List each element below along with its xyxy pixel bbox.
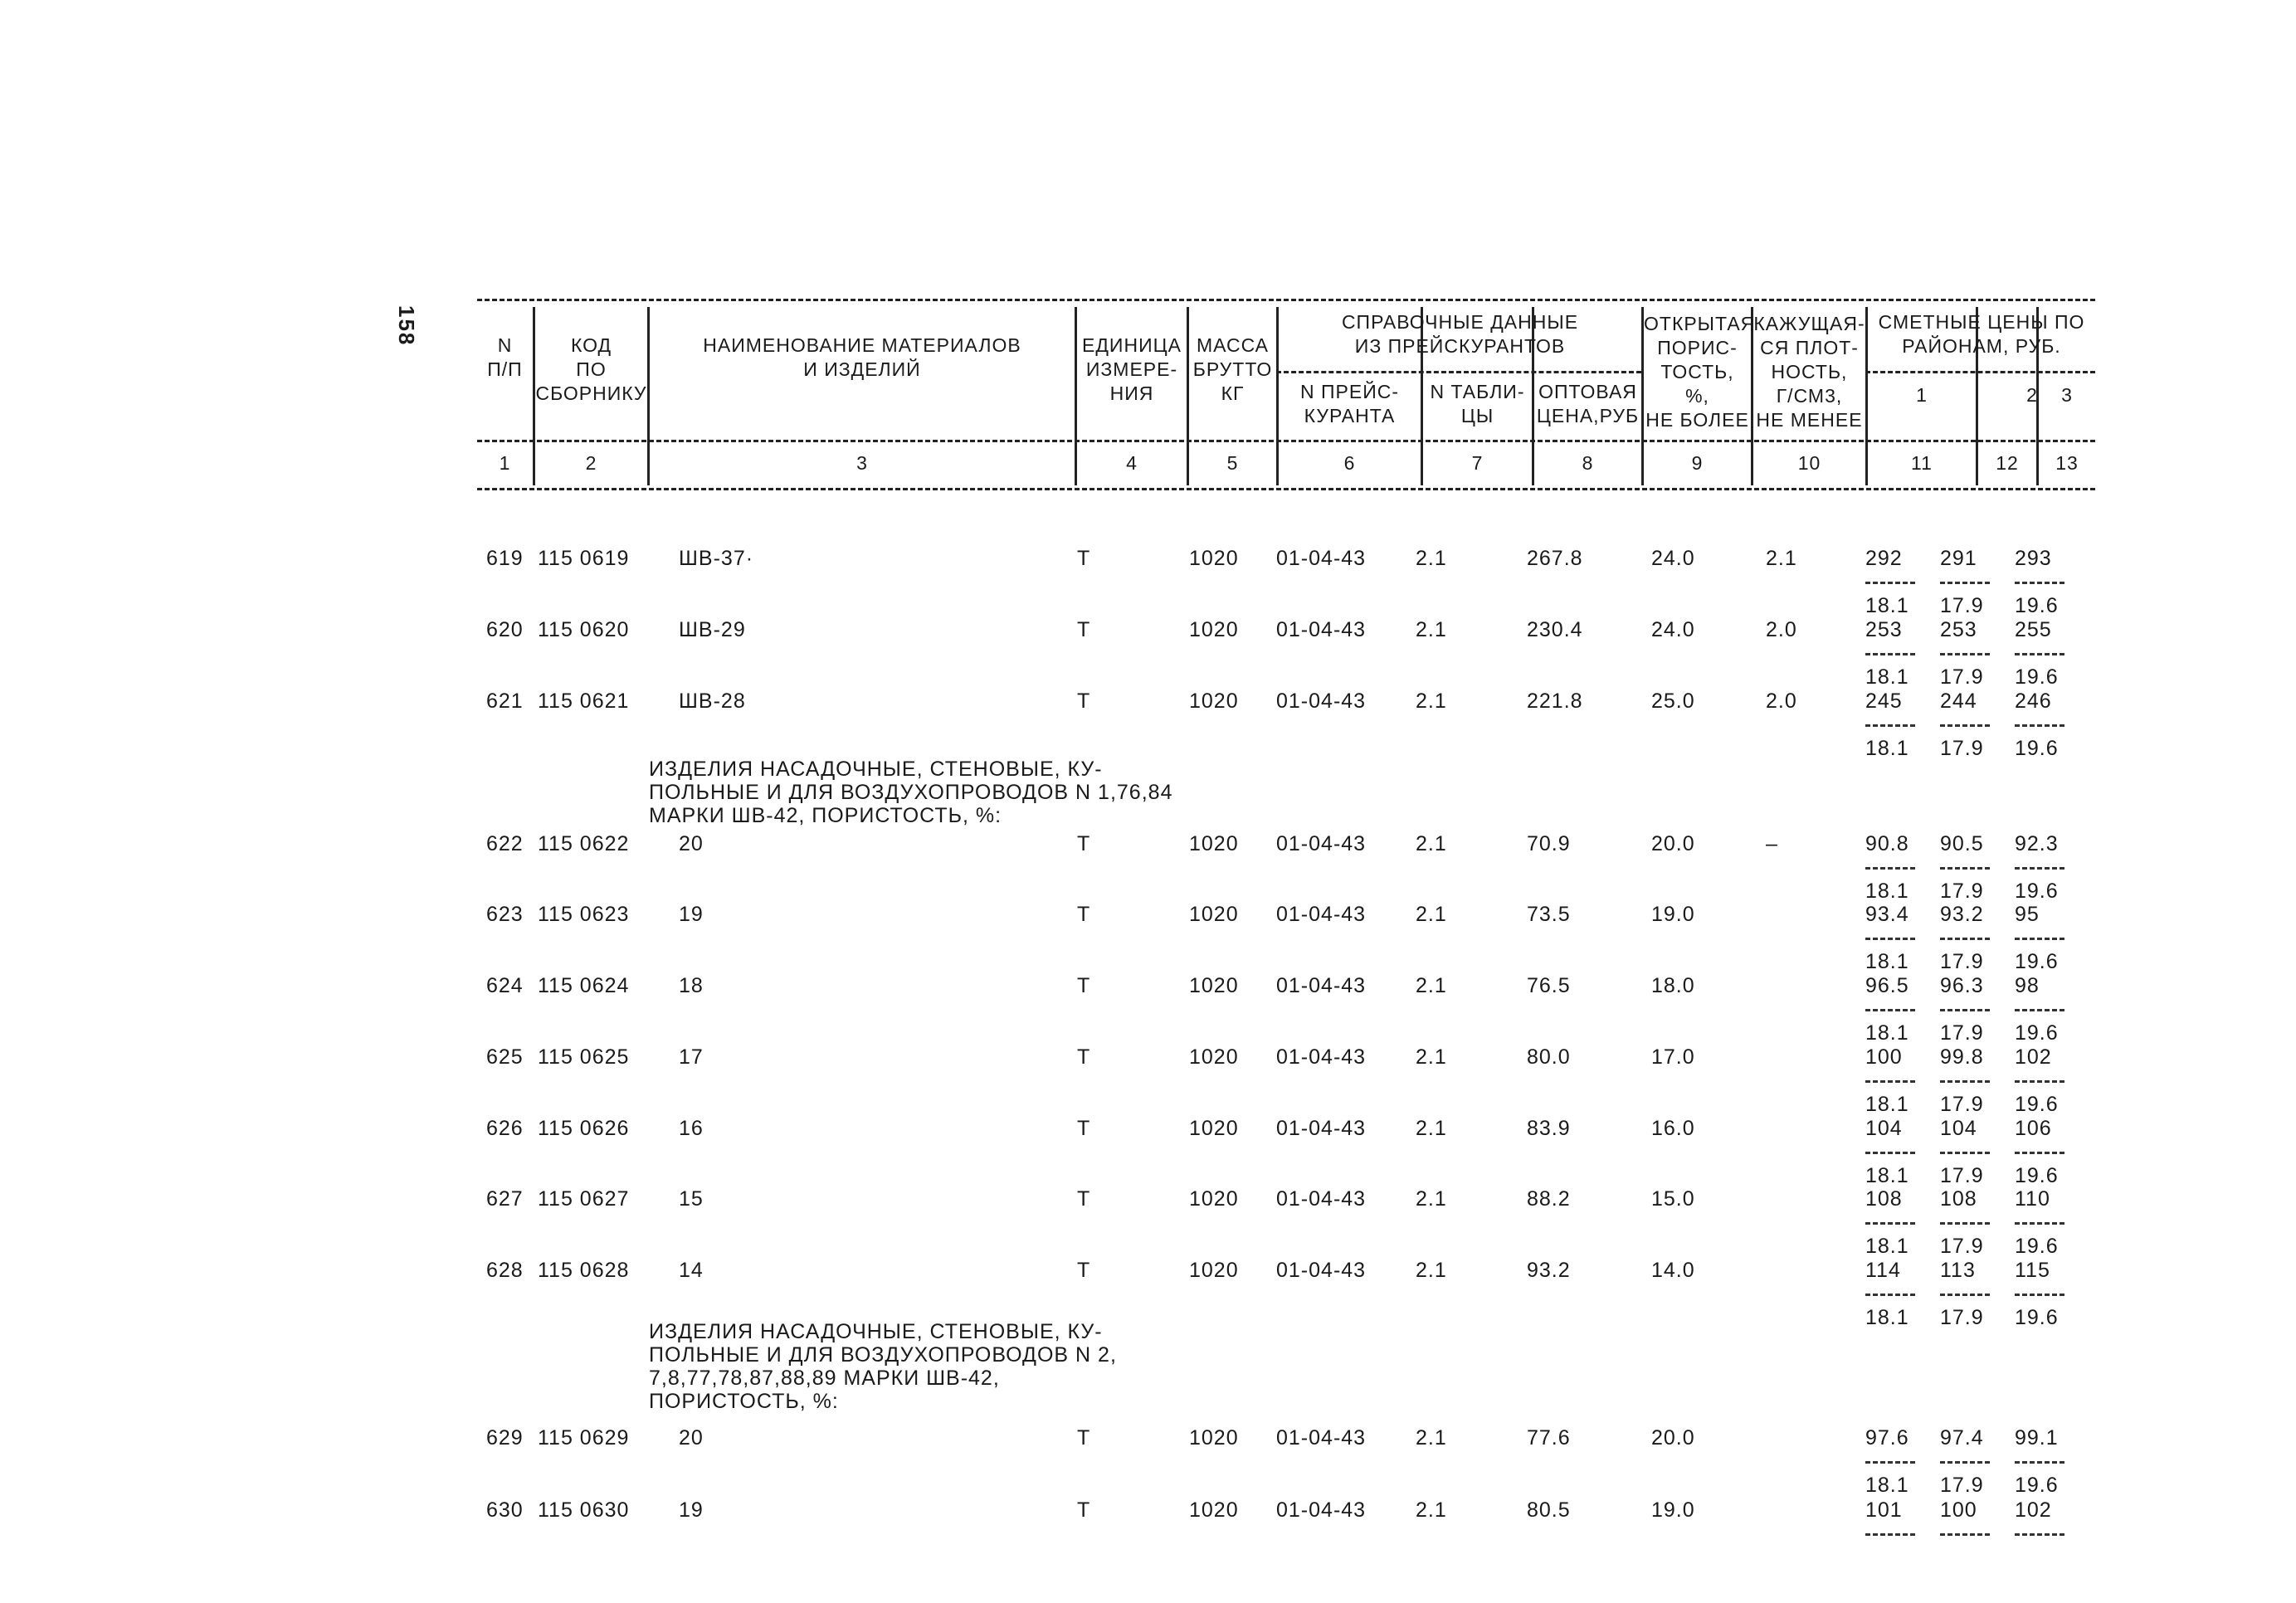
column-heading-c4: ЕДИНИЦА (1082, 334, 1182, 356)
cell-name: ШВ-29 (679, 618, 746, 641)
district-heading: 2 (2026, 384, 2038, 406)
column-number: 9 (1691, 452, 1704, 474)
ref-group-heading: ИЗ ПРЕЙСКУРАНТОВ (1354, 335, 1566, 357)
cell-pricelist: 01-04-43 (1276, 974, 1367, 997)
cell-unit: Т (1077, 1187, 1091, 1211)
fraction-line (1865, 1461, 1915, 1464)
price-district-2: 253 (1940, 618, 1977, 641)
cell-pricelist: 01-04-43 (1276, 1426, 1367, 1450)
cell-wholesale: 77.6 (1527, 1426, 1571, 1450)
cell-code: 115 0626 (538, 1117, 630, 1140)
price-district-1: 101 (1865, 1498, 1903, 1522)
cell-wholesale: 93.2 (1527, 1259, 1571, 1282)
fraction-line (2015, 867, 2064, 870)
cell-porosity: 17.0 (1651, 1045, 1695, 1069)
cell-pricelist: 01-04-43 (1276, 1498, 1367, 1522)
cell-table: 2.1 (1416, 903, 1447, 926)
price-coefficient-2: 17.9 (1940, 950, 1984, 973)
cell-pricelist: 01-04-43 (1276, 1045, 1367, 1069)
cell-code: 115 0628 (538, 1259, 630, 1282)
price-group-heading: РАЙОНАМ, РУБ. (1902, 335, 2061, 357)
fraction-line (2015, 653, 2064, 655)
cell-wholesale: 267.8 (1527, 547, 1583, 570)
column-heading-c9: %, (1685, 385, 1709, 407)
ref-group-rule (1276, 371, 1641, 373)
cell-wholesale: 80.0 (1527, 1045, 1571, 1069)
column-heading-c1: N (497, 334, 513, 356)
price-district-3: 106 (2015, 1117, 2052, 1140)
fraction-line (1940, 1533, 1990, 1536)
price-coefficient-2: 17.9 (1940, 1164, 1984, 1187)
cell-wholesale: 83.9 (1527, 1117, 1571, 1140)
price-coefficient-2: 17.9 (1940, 665, 1984, 689)
column-heading-c9: ОТКРЫТАЯ (1644, 313, 1756, 334)
fraction-line (1940, 653, 1990, 655)
cell-name: 17 (679, 1045, 704, 1069)
cell-porosity: 20.0 (1651, 832, 1695, 855)
price-coefficient-3: 19.6 (2015, 665, 2059, 689)
cell-table: 2.1 (1416, 1426, 1447, 1450)
section-heading-line: ПОРИСТОСТЬ, %: (649, 1390, 839, 1413)
price-coefficient-3: 19.6 (2015, 950, 2059, 973)
price-coefficient-1: 18.1 (1865, 1093, 1909, 1116)
cell-code: 115 0627 (538, 1187, 630, 1211)
cell-wholesale: 221.8 (1527, 689, 1583, 713)
cell-pricelist: 01-04-43 (1276, 618, 1367, 641)
fraction-line (1865, 938, 1915, 940)
cell-table: 2.1 (1416, 618, 1447, 641)
fraction-line (1940, 1080, 1990, 1083)
column-heading-c2: СБОРНИКУ (535, 382, 647, 404)
price-district-1: 96.5 (1865, 974, 1909, 997)
section-heading-line: МАРКИ ШВ-42, ПОРИСТОСТЬ, %: (649, 804, 1002, 827)
price-district-1: 114 (1865, 1259, 1901, 1282)
cell-pricelist: 01-04-43 (1276, 1187, 1367, 1211)
cell-unit: Т (1077, 1426, 1091, 1450)
cell-code: 115 0624 (538, 974, 630, 997)
column-number: 4 (1126, 452, 1138, 474)
cell-table: 2.1 (1416, 1259, 1447, 1282)
cell-wholesale: 88.2 (1527, 1187, 1571, 1211)
cell-unit: Т (1077, 1259, 1091, 1282)
column-heading-c3: И ИЗДЕЛИЙ (803, 358, 921, 380)
column-heading-c10: НОСТЬ, (1771, 361, 1848, 382)
price-coefficient-1: 18.1 (1865, 1474, 1909, 1497)
cell-code: 115 0621 (538, 689, 630, 713)
column-heading-c6: N ПРЕЙС- (1299, 381, 1399, 402)
price-coefficient-2: 17.9 (1940, 1306, 1984, 1329)
cell-unit: Т (1077, 1117, 1091, 1140)
price-district-3: 293 (2015, 547, 2052, 570)
cell-porosity: 18.0 (1651, 974, 1695, 997)
section-heading-line: 7,8,77,78,87,88,89 МАРКИ ШВ-42, (649, 1367, 1000, 1390)
cell-mass: 1020 (1189, 832, 1239, 855)
fraction-line (2015, 1222, 2064, 1225)
fraction-line (1940, 1461, 1990, 1464)
price-district-2: 244 (1940, 689, 1977, 713)
price-coefficient-3: 19.6 (2015, 737, 2059, 760)
price-coefficient-3: 19.6 (2015, 594, 2059, 617)
fraction-line (1865, 1533, 1915, 1536)
fraction-line (2015, 938, 2064, 940)
fraction-line (1865, 653, 1915, 655)
ref-group-heading: СПРАВОЧНЫЕ ДАННЫЕ (1341, 311, 1579, 333)
column-number: 6 (1343, 452, 1356, 474)
cell-density: 2.0 (1766, 618, 1797, 641)
cell-n: 630 (486, 1498, 524, 1522)
fraction-line (1940, 1152, 1990, 1154)
cell-n: 623 (486, 903, 524, 926)
fraction-line (1865, 1222, 1915, 1225)
fraction-line (1940, 724, 1990, 727)
price-coefficient-1: 18.1 (1865, 1235, 1909, 1258)
price-district-3: 98 (2015, 974, 2040, 997)
cell-table: 2.1 (1416, 832, 1447, 855)
cell-mass: 1020 (1189, 1187, 1239, 1211)
price-district-1: 245 (1865, 689, 1903, 713)
price-district-1: 97.6 (1865, 1426, 1909, 1450)
cell-pricelist: 01-04-43 (1276, 903, 1367, 926)
section-heading-line: ПОЛЬНЫЕ И ДЛЯ ВОЗДУХОПРОВОДОВ N 1,76,84 (649, 781, 1173, 804)
price-district-1: 93.4 (1865, 903, 1909, 926)
price-district-3: 95 (2015, 903, 2040, 926)
column-heading-c1: П/П (487, 358, 523, 380)
header-mid-rule (477, 440, 2095, 442)
price-district-2: 108 (1940, 1187, 1977, 1211)
price-district-2: 97.4 (1940, 1426, 1984, 1450)
price-district-2: 93.2 (1940, 903, 1984, 926)
cell-code: 115 0619 (538, 547, 630, 570)
cell-pricelist: 01-04-43 (1276, 689, 1367, 713)
cell-pricelist: 01-04-43 (1276, 1117, 1367, 1140)
fraction-line (1865, 867, 1915, 870)
cell-code: 115 0622 (538, 832, 630, 855)
price-district-2: 291 (1940, 547, 1977, 570)
fraction-line (1865, 1152, 1915, 1154)
column-heading-c4: ИЗМЕРЕ- (1085, 358, 1178, 380)
price-coefficient-2: 17.9 (1940, 879, 1984, 903)
column-number: 1 (499, 452, 511, 474)
section-heading-line: ПОЛЬНЫЕ И ДЛЯ ВОЗДУХОПРОВОДОВ N 2, (649, 1343, 1117, 1367)
header-top-rule (477, 299, 2095, 301)
column-number: 11 (1911, 452, 1933, 474)
cell-wholesale: 230.4 (1527, 618, 1583, 641)
fraction-line (1940, 1294, 1990, 1296)
cell-name: 20 (679, 832, 704, 855)
cell-density: 2.1 (1766, 547, 1797, 570)
cell-name: 20 (679, 1426, 704, 1450)
column-number: 3 (856, 452, 868, 474)
column-heading-c5: БРУТТО (1192, 358, 1273, 380)
price-district-3: 255 (2015, 618, 2052, 641)
cell-n: 628 (486, 1259, 524, 1282)
cell-mass: 1020 (1189, 1498, 1239, 1522)
price-group-rule (1865, 371, 2095, 373)
cell-porosity: 19.0 (1651, 1498, 1695, 1522)
price-coefficient-2: 17.9 (1940, 1093, 1984, 1116)
fraction-line (1940, 1009, 1990, 1011)
cell-name: 14 (679, 1259, 704, 1282)
price-district-3: 115 (2015, 1259, 2050, 1282)
fraction-line (1940, 582, 1990, 584)
price-coefficient-1: 18.1 (1865, 950, 1909, 973)
cell-density: 2.0 (1766, 689, 1797, 713)
cell-name: 19 (679, 903, 704, 926)
column-heading-c4: НИЯ (1109, 382, 1154, 404)
cell-n: 624 (486, 974, 524, 997)
price-coefficient-3: 19.6 (2015, 1093, 2059, 1116)
header-bottom-rule (477, 488, 2095, 490)
cell-table: 2.1 (1416, 1045, 1447, 1069)
cell-unit: Т (1077, 1045, 1091, 1069)
price-coefficient-3: 19.6 (2015, 1235, 2059, 1258)
price-district-1: 253 (1865, 618, 1903, 641)
price-district-2: 96.3 (1940, 974, 1984, 997)
cell-mass: 1020 (1189, 547, 1239, 570)
district-heading: 3 (2061, 384, 2073, 406)
cell-code: 115 0629 (538, 1426, 630, 1450)
column-heading-c9: ПОРИС- (1657, 337, 1738, 358)
cell-table: 2.1 (1416, 974, 1447, 997)
cell-mass: 1020 (1189, 689, 1239, 713)
price-coefficient-1: 18.1 (1865, 594, 1909, 617)
price-coefficient-2: 17.9 (1940, 1474, 1984, 1497)
price-coefficient-1: 18.1 (1865, 737, 1909, 760)
price-coefficient-3: 19.6 (2015, 1164, 2059, 1187)
column-heading-c10: НЕ МЕНЕЕ (1756, 409, 1863, 431)
column-heading-c5: КГ (1221, 382, 1245, 404)
column-number: 10 (1797, 452, 1821, 474)
price-district-3: 102 (2015, 1498, 2052, 1522)
fraction-line (1940, 867, 1990, 870)
column-heading-c2: КОД (570, 334, 612, 356)
cell-pricelist: 01-04-43 (1276, 832, 1367, 855)
cell-table: 2.1 (1416, 689, 1447, 713)
section-heading-line: ИЗДЕЛИЯ НАСАДОЧНЫЕ, СТЕНОВЫЕ, КУ- (649, 758, 1103, 781)
column-number: 8 (1582, 452, 1594, 474)
fraction-line (1940, 938, 1990, 940)
cell-porosity: 19.0 (1651, 903, 1695, 926)
fraction-line (1865, 1009, 1915, 1011)
column-heading-c10: КАЖУЩАЯ- (1753, 313, 1865, 334)
price-district-2: 90.5 (1940, 832, 1984, 855)
price-coefficient-1: 18.1 (1865, 665, 1909, 689)
price-district-1: 104 (1865, 1117, 1903, 1140)
price-district-2: 104 (1940, 1117, 1977, 1140)
column-number: 12 (1996, 452, 2019, 474)
cell-table: 2.1 (1416, 547, 1447, 570)
cell-porosity: 25.0 (1651, 689, 1695, 713)
cell-pricelist: 01-04-43 (1276, 1259, 1367, 1282)
cell-mass: 1020 (1189, 974, 1239, 997)
column-heading-c10: СЯ ПЛОТ- (1760, 337, 1859, 358)
cell-code: 115 0625 (538, 1045, 630, 1069)
cell-n: 621 (486, 689, 524, 713)
fraction-line (1865, 724, 1915, 727)
cell-porosity: 24.0 (1651, 618, 1695, 641)
column-number: 13 (2055, 452, 2079, 474)
cell-name: 15 (679, 1187, 704, 1211)
cell-n: 629 (486, 1426, 524, 1450)
cell-n: 626 (486, 1117, 524, 1140)
cell-mass: 1020 (1189, 1045, 1239, 1069)
price-district-3: 246 (2015, 689, 2052, 713)
fraction-line (2015, 1294, 2064, 1296)
cell-mass: 1020 (1189, 1426, 1239, 1450)
price-coefficient-2: 17.9 (1940, 1021, 1984, 1045)
cell-table: 2.1 (1416, 1117, 1447, 1140)
fraction-line (1940, 1222, 1990, 1225)
column-heading-c2: ПО (576, 358, 607, 380)
cell-table: 2.1 (1416, 1498, 1447, 1522)
cell-name: ШВ-37· (679, 547, 754, 570)
cell-porosity: 14.0 (1651, 1259, 1695, 1282)
price-district-3: 110 (2015, 1187, 2050, 1211)
price-coefficient-2: 17.9 (1940, 594, 1984, 617)
cell-unit: Т (1077, 903, 1091, 926)
column-heading-c8: ОПТОВАЯ (1538, 381, 1637, 402)
column-heading-c9: ТОСТЬ, (1660, 361, 1734, 382)
price-coefficient-1: 18.1 (1865, 1306, 1909, 1329)
fraction-line (2015, 1461, 2064, 1464)
fraction-line (2015, 1533, 2064, 1536)
column-heading-c9: НЕ БОЛЕЕ (1645, 409, 1749, 431)
cell-mass: 1020 (1189, 903, 1239, 926)
cell-table: 2.1 (1416, 1187, 1447, 1211)
cell-name: 19 (679, 1498, 704, 1522)
cell-unit: Т (1077, 1498, 1091, 1522)
cell-n: 619 (486, 547, 524, 570)
price-coefficient-3: 19.6 (2015, 1306, 2059, 1329)
cell-porosity: 24.0 (1651, 547, 1695, 570)
cell-mass: 1020 (1189, 1117, 1239, 1140)
cell-code: 115 0630 (538, 1498, 630, 1522)
fraction-line (2015, 1009, 2064, 1011)
price-district-2: 113 (1940, 1259, 1976, 1282)
cell-mass: 1020 (1189, 618, 1239, 641)
section-heading-line: ИЗДЕЛИЯ НАСАДОЧНЫЕ, СТЕНОВЫЕ, КУ- (649, 1320, 1103, 1343)
price-coefficient-1: 18.1 (1865, 879, 1909, 903)
price-group-heading: СМЕТНЫЕ ЦЕНЫ ПО (1878, 311, 2085, 333)
fraction-line (2015, 724, 2064, 727)
cell-porosity: 15.0 (1651, 1187, 1695, 1211)
cell-porosity: 16.0 (1651, 1117, 1695, 1140)
price-coefficient-1: 18.1 (1865, 1021, 1909, 1045)
price-district-3: 99.1 (2015, 1426, 2059, 1450)
cell-pricelist: 01-04-43 (1276, 547, 1367, 570)
cell-unit: Т (1077, 832, 1091, 855)
price-district-1: 100 (1865, 1045, 1903, 1069)
cell-wholesale: 80.5 (1527, 1498, 1571, 1522)
fraction-line (1865, 1080, 1915, 1083)
price-district-3: 102 (2015, 1045, 2052, 1069)
cell-porosity: 20.0 (1651, 1426, 1695, 1450)
column-number: 7 (1471, 452, 1484, 474)
price-coefficient-2: 17.9 (1940, 1235, 1984, 1258)
fraction-line (1865, 582, 1915, 584)
price-coefficient-3: 19.6 (2015, 1021, 2059, 1045)
column-number: 2 (585, 452, 597, 474)
cell-mass: 1020 (1189, 1259, 1239, 1282)
column-heading-c6: КУРАНТА (1304, 405, 1396, 426)
column-heading-c3: НАИМЕНОВАНИЕ МАТЕРИАЛОВ (703, 334, 1021, 356)
cell-unit: Т (1077, 547, 1091, 570)
cell-wholesale: 70.9 (1527, 832, 1571, 855)
column-heading-c10: Г/СМ3, (1776, 385, 1843, 407)
price-district-1: 292 (1865, 547, 1903, 570)
price-district-3: 92.3 (2015, 832, 2059, 855)
price-coefficient-1: 18.1 (1865, 1164, 1909, 1187)
price-district-1: 108 (1865, 1187, 1903, 1211)
cell-code: 115 0623 (538, 903, 630, 926)
fraction-line (2015, 1152, 2064, 1154)
page-number: 158 (394, 305, 419, 347)
cell-unit: Т (1077, 618, 1091, 641)
column-heading-c7: ЦЫ (1460, 405, 1494, 426)
cell-name: ШВ-28 (679, 689, 746, 713)
price-coefficient-3: 19.6 (2015, 1474, 2059, 1497)
cell-wholesale: 76.5 (1527, 974, 1571, 997)
price-district-1: 90.8 (1865, 832, 1909, 855)
fraction-line (2015, 1080, 2064, 1083)
cell-n: 622 (486, 832, 524, 855)
price-district-2: 99.8 (1940, 1045, 1984, 1069)
column-heading-c7: N ТАБЛИ- (1430, 381, 1525, 402)
cell-n: 627 (486, 1187, 524, 1211)
fraction-line (2015, 582, 2064, 584)
column-heading-c5: МАССА (1196, 334, 1270, 356)
cell-wholesale: 73.5 (1527, 903, 1571, 926)
district-heading: 1 (1916, 384, 1928, 406)
cell-n: 620 (486, 618, 524, 641)
price-coefficient-3: 19.6 (2015, 879, 2059, 903)
price-district-2: 100 (1940, 1498, 1977, 1522)
cell-name: 18 (679, 974, 704, 997)
cell-code: 115 0620 (538, 618, 630, 641)
cell-n: 625 (486, 1045, 524, 1069)
price-coefficient-2: 17.9 (1940, 737, 1984, 760)
fraction-line (1865, 1294, 1915, 1296)
cell-name: 16 (679, 1117, 704, 1140)
cell-unit: Т (1077, 974, 1091, 997)
cell-density: – (1766, 832, 1778, 855)
cell-unit: Т (1077, 689, 1091, 713)
column-number: 5 (1226, 452, 1239, 474)
column-heading-c8: ЦЕНА,РУБ (1536, 405, 1640, 426)
